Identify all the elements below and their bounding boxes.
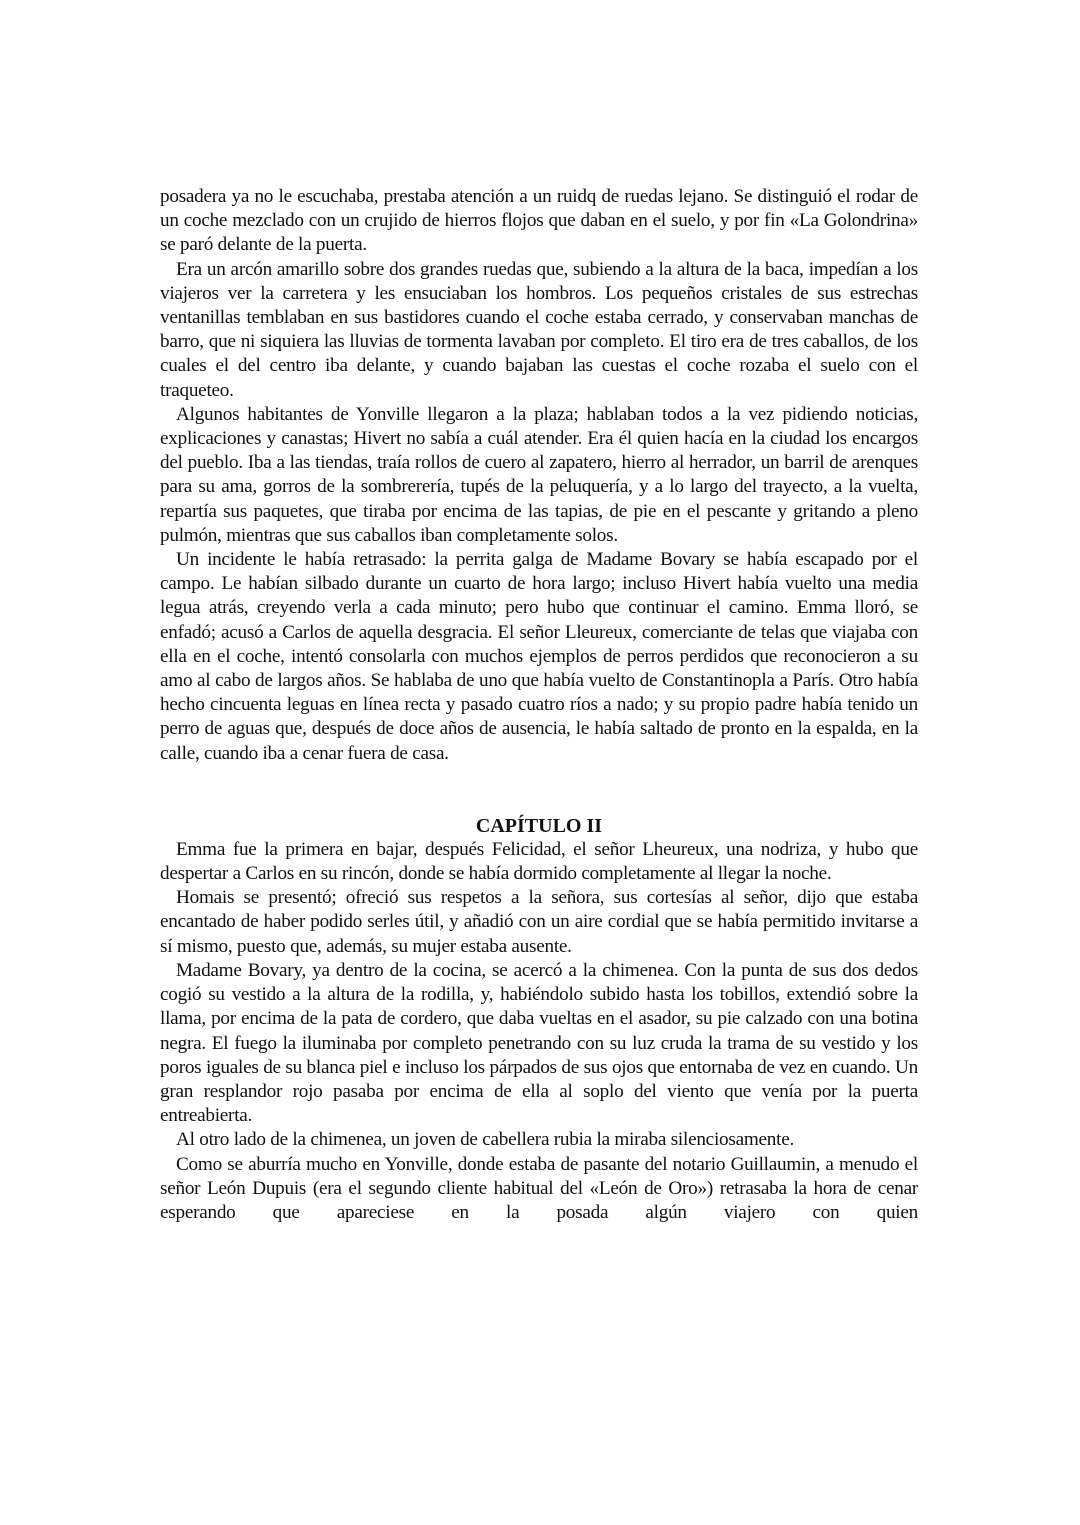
document-page [160,185,918,1225]
paragraph: Emma fue la primera en bajar, después Felicidad, el señor Lheureux, una nodriza, y hubo que despertar a Carlos en su rincón, donde se había dormido completamente al llegar la noche. [160,838,918,885]
paragraph-continued: Como se aburría mucho en Yonville, donde estaba de pasante del notario Guillaumin, a menudo el señor León Dupuis (era el segundo cliente habitual del «León de Oro») retrasaba la hora de cenar esperando que apareciese en la posada algún viajero con quien [160,1153,918,1223]
paragraph: posadera ya no le escuchaba, prestaba atención a un ruidq de ruedas lejano. Se distinguió el rodar de un coche mezclado con un crujido de hierros flojos que daban en el suelo, y por fin «La Golondrina» se paró delante de la puerta. [160,186,918,256]
paragraph: Algunos habitantes de Yonville llegaron a la plaza; hablaban todos a la vez pidiendo noticias, explicaciones y canastas; Hivert no sabía a cuál atender. Era él quien hacía en la ciudad los encargos del pueblo. Iba a las tiendas, traía rollos de cuero al zapatero, hierro al herrador, un barril de arenques para su ama, gorros de la sombrerería, tupés de la peluquería, y a lo largo del trayecto, a la vuelta, repartía sus paquetes, que tiraba por encima de las tapias, de pie en el pescante y gritando a pleno pulmón, mientras que sus caballos iban completamente solos. [160,403,918,546]
paragraph: Al otro lado de la chimenea, un joven de cabellera rubia la miraba silenciosamente. [176,1129,795,1151]
paragraph: Era un arcón amarillo sobre dos grandes ruedas que, subiendo a la altura de la baca, impedían a los viajeros ver la carretera y les ensuciaban los hombros. Los pequeños cristales de sus estrechas ventanillas temblaban en sus bastidores cuando el coche estaba cerrado, y conservaban manchas de barro, que ni siquiera las lluvias de tormenta lavaban por completo. El tiro era de tres caballos, de los cuales el del centro iba delante, y cuando bajaban las cuestas el coche rozaba el suelo con el traqueteo. [160,258,918,401]
paragraph: Madame Bovary, ya dentro de la cocina, se acercó a la chimenea. Con la punta de sus dos dedos cogió su vestido a la altura de la rodilla, y, habiéndolo subido hasta los tobillos, extendió sobre la llama, por encima de la pata de cordero, que daba vueltas en el asador, su pie calzado con una botina negra. El fuego la iluminaba por completo penetrando con su luz cruda la trama de su vestido y los poros iguales de su blanca piel e incluso los párpados de sus ojos que entornaba de vez en cuando. Un gran resplandor rojo pasaba por encima de ella al soplo del viento que venía por la puerta entreabierta. [160,959,918,1127]
paragraph: Homais se presentó; ofreció sus respetos a la señora, sus cortesías al señor, dijo que estaba encantado de haber podido serles útil, y añadió con un aire cordial que se había permitido invitarse a sí mismo, puesto que, además, su mujer estaba ausente. [160,887,918,957]
paragraph: Un incidente le había retrasado: la perrita galga de Madame Bovary se había escapado por el campo. Le habían silbado durante un cuarto de hora largo; incluso Hivert había vuelto una media legua atrás, creyendo verla a cada minuto; pero hubo que continuar el camino. Emma lloró, se enfadó; acusó a Carlos de aquella desgracia. El señor Lleureux, comerciante de telas que viajaba con ella en el coche, intentó consolarla con muchos ejemplos de perros perdidos que reconocieron a su amo al cabo de largos años. Se hablaba de uno que había vuelto de Constantinopla a París. Otro había hecho cincuenta leguas en línea recta y pasado cuatro ríos a nado; y su propio padre había tenido un perro de aguas que, después de doce años de ausencia, le había saltado de pronto en la espalda, en la calle, cuando iba a cenar fuera de casa. [160,549,918,764]
chapter-title: CAPÍTULO II [475,814,603,837]
